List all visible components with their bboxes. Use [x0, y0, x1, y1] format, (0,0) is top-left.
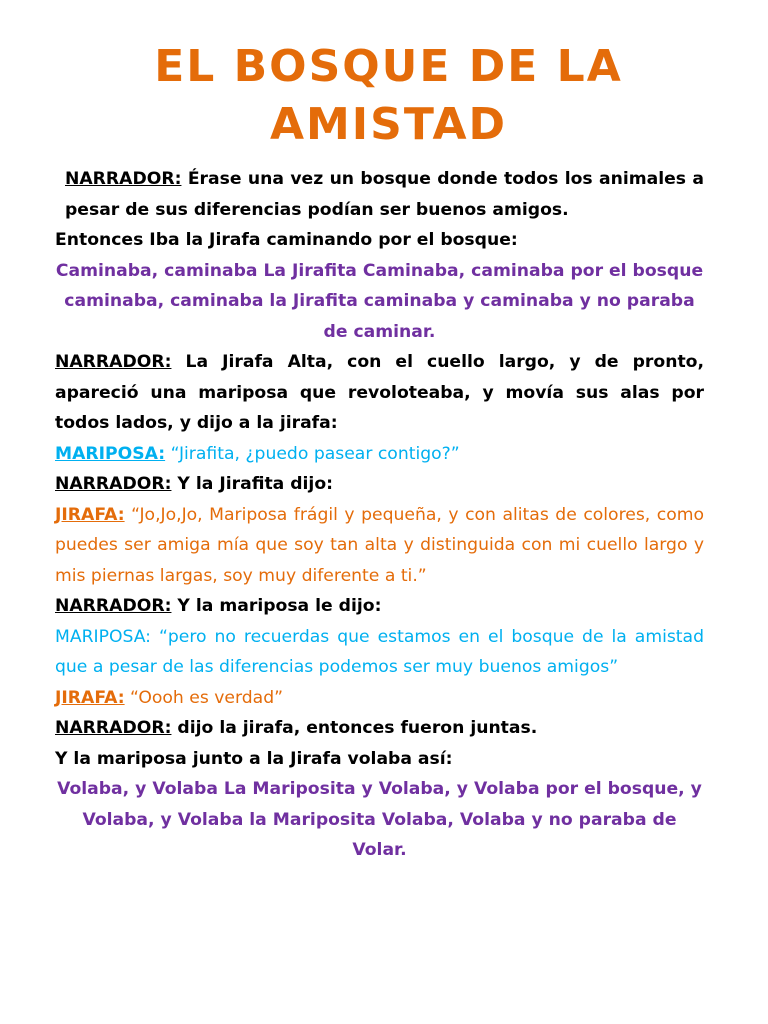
- paragraph-flying-intro: [55, 744, 704, 775]
- paragraph-text: “Jirafita, ¿puedo pasear contigo?”: [165, 443, 460, 464]
- paragraph-jirafa-reply: [55, 500, 704, 592]
- paragraph-text: La Jirafa Alta, con el cuello largo, y de pronto, apareció una mariposa que revoloteaba, y movía sus alas por todos lados, y dijo a la jirafa:: [55, 352, 704, 433]
- speaker-narrador: NARRADOR:: [65, 169, 182, 189]
- paragraph-text: Y la Jirafita dijo:: [171, 474, 334, 494]
- speaker-narrador: NARRADOR:: [55, 474, 172, 494]
- paragraph-text: “Oooh es verdad”: [124, 687, 284, 708]
- title-line-1: EL BOSQUE DE LA: [154, 41, 623, 92]
- speaker-narrador: NARRADOR:: [55, 352, 172, 372]
- paragraph-mariposa-reply: MARIPOSA: “pero no recuerdas que estamos en el bosque de la amistad que a pesar de las diferencias podemos ser muy buenos amigos”: [55, 626, 704, 677]
- paragraph-narrator-together: [55, 713, 704, 744]
- speaker-narrador: NARRADOR:: [55, 596, 172, 616]
- paragraph-text: Y la mariposa le dijo:: [171, 596, 382, 616]
- speaker-jirafa: JIRAFA:: [55, 687, 125, 708]
- paragraph-narrator-intro: [55, 164, 704, 225]
- paragraph-text: Y la mariposa junto a la Jirafa volaba así:: [55, 748, 453, 769]
- paragraph-mariposa-asks: [55, 439, 704, 470]
- paragraph-text: Érase una vez un bosque donde todos los animales a pesar de sus diferencias podían ser buenos amigos.: [65, 169, 704, 220]
- paragraph-jirafa-agrees: [55, 683, 704, 714]
- paragraph-text: “Jo,Jo,Jo, Mariposa frágil y pequeña, y con alitas de colores, como puedes ser amiga mía que soy tan alta y distinguida con mi cuello largo y mis piernas largas, soy muy diferente a ti.”: [55, 504, 704, 586]
- document-title: [55, 38, 704, 154]
- song-volaba: Volaba, y Volaba La Mariposita y Volaba, y Volaba por el bosque, y Volaba, y Volaba la Mariposita Volaba, Volaba y no paraba de Volar.: [57, 779, 702, 860]
- speaker-mariposa: MARIPOSA:: [55, 443, 166, 464]
- paragraph-text: dijo la jirafa, entonces fueron juntas.: [171, 718, 538, 738]
- title-line-2: AMISTAD: [269, 99, 508, 150]
- speaker-narrador: NARRADOR:: [55, 718, 172, 738]
- speaker-jirafa: JIRAFA:: [55, 504, 125, 525]
- paragraph-narrator-mariposa-said: [55, 591, 704, 622]
- paragraph-jirafa-walking: [55, 225, 704, 256]
- song-caminaba: Caminaba, caminaba La Jirafita Caminaba, caminaba por el bosque caminaba, caminaba la Jirafita caminaba y caminaba y no paraba de caminar.: [55, 260, 704, 342]
- paragraph-narrator-jirafita-said: [55, 469, 704, 500]
- story-body: [55, 164, 704, 866]
- paragraph-narrator-mariposa-appears: [55, 347, 704, 439]
- paragraph-text: Entonces Iba la Jirafa caminando por el bosque:: [55, 230, 518, 250]
